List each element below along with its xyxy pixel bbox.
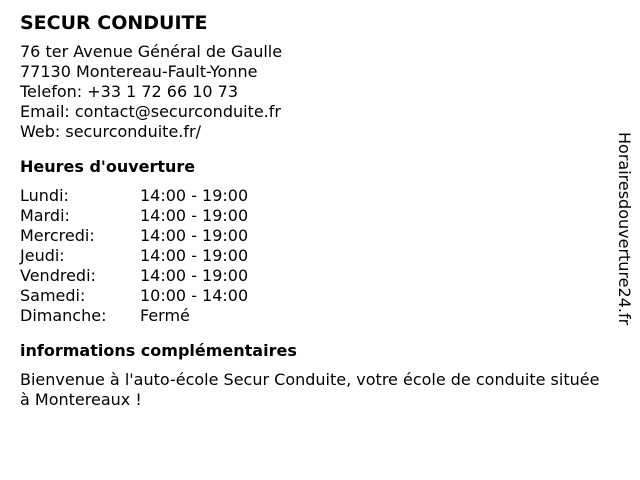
day-label: Mardi: xyxy=(20,206,70,225)
phone-line: Telefon: +33 1 72 66 10 73 xyxy=(20,82,239,101)
day-label: Dimanche: xyxy=(20,306,107,325)
watermark xyxy=(612,132,634,372)
business-name: SECUR CONDUITE xyxy=(20,12,208,34)
day-label: Vendredi: xyxy=(20,266,96,285)
day-hours: 14:00 - 19:00 xyxy=(140,246,249,265)
day-label: Samedi: xyxy=(20,286,86,305)
day-label: Mercredi: xyxy=(20,226,95,245)
day-hours: 14:00 - 19:00 xyxy=(140,206,249,225)
email-line: Email: contact@securconduite.fr xyxy=(20,102,281,121)
hours-row xyxy=(20,266,248,286)
day-hours: 14:00 - 19:00 xyxy=(140,186,249,205)
day-label: Jeudi: xyxy=(20,246,65,265)
opening-hours-heading: Heures d'ouverture xyxy=(20,157,196,176)
hours-row xyxy=(20,206,248,226)
opening-hours-table xyxy=(20,186,248,326)
hours-row xyxy=(20,186,248,206)
hours-row xyxy=(20,246,248,266)
day-hours: 10:00 - 14:00 xyxy=(140,286,249,305)
day-hours: 14:00 - 19:00 xyxy=(140,266,249,285)
address-line-2: 77130 Montereau-Fault-Yonne xyxy=(20,62,258,81)
day-label: Lundi: xyxy=(20,186,69,205)
hours-row xyxy=(20,306,248,326)
web-line: Web: securconduite.fr/ xyxy=(20,122,201,141)
hours-row xyxy=(20,226,248,246)
hours-row xyxy=(20,286,248,306)
day-hours: 14:00 - 19:00 xyxy=(140,226,249,245)
additional-info-heading: informations complémentaires xyxy=(20,341,297,360)
additional-info-text: Bienvenue à l'auto-école Secur Conduite, votre école de conduite située à Montereaux ! xyxy=(20,370,600,409)
business-card xyxy=(20,10,600,410)
address-line-1: 76 ter Avenue Général de Gaulle xyxy=(20,42,283,61)
watermark-text: Horairesdouverture24.fr xyxy=(615,132,634,326)
day-hours: Fermé xyxy=(140,306,190,325)
